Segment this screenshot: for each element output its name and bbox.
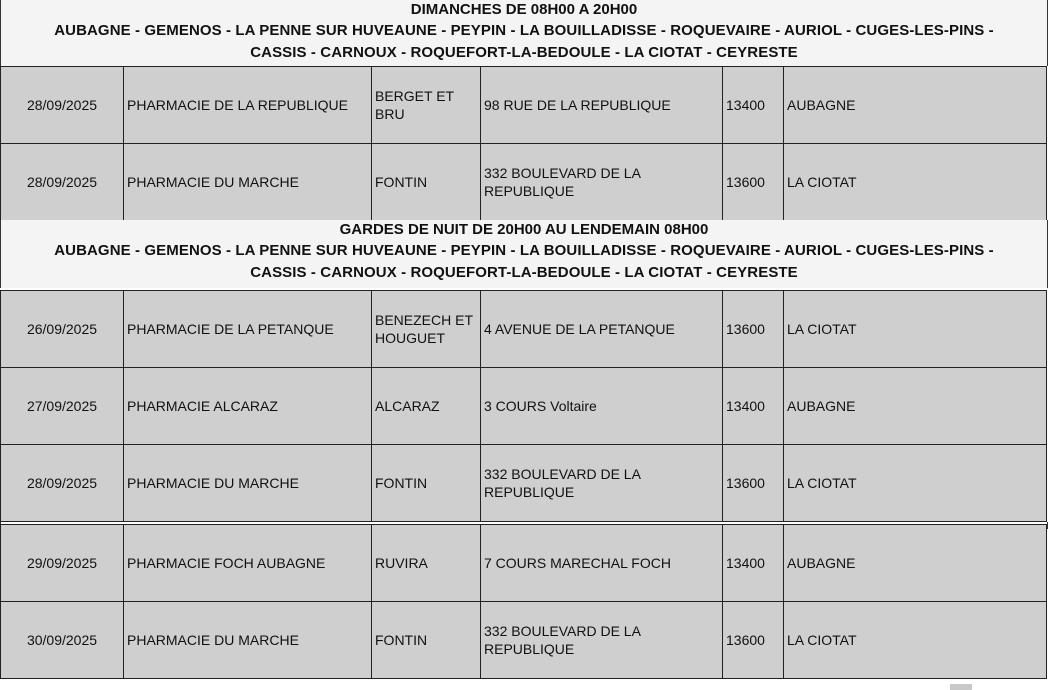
scan-artifact	[950, 684, 972, 690]
address-cell: 332 BOULEVARD DE LA REPUBLIQUE	[481, 144, 723, 221]
table-row	[1, 144, 1047, 221]
section-title: DIMANCHES DE 08H00 A 20H00	[410, 1, 638, 18]
address-cell: 332 BOULEVARD DE LA REPUBLIQUE	[481, 445, 723, 522]
owner-cell: FONTIN	[372, 144, 481, 221]
table-row	[1, 602, 1047, 679]
pharmacy-cell: PHARMACIE ALCARAZ	[124, 368, 372, 445]
pharmacy-cell: PHARMACIE DU MARCHE	[124, 445, 372, 522]
towns-line-2: CASSIS - CARNOUX - ROQUEFORT-LA-BEDOULE - LA CIOTAT - CEYRESTE	[250, 44, 798, 61]
pharmacy-cell: PHARMACIE DU MARCHE	[124, 602, 372, 679]
date-cell: 30/09/2025	[1, 602, 124, 679]
address-cell: 3 COURS Voltaire	[481, 368, 723, 445]
postcode-cell: 13400	[723, 368, 784, 445]
postcode-cell: 13400	[723, 525, 784, 602]
address-cell: 4 AVENUE DE LA PETANQUE	[481, 291, 723, 368]
city-cell: LA CIOTAT	[784, 445, 1047, 522]
city-cell: AUBAGNE	[784, 525, 1047, 602]
address-cell: 332 BOULEVARD DE LA REPUBLIQUE	[481, 602, 723, 679]
pharmacy-cell: PHARMACIE DE LA REPUBLIQUE	[124, 67, 372, 144]
date-cell: 28/09/2025	[1, 67, 124, 144]
address-cell: 98 RUE DE LA REPUBLIQUE	[481, 67, 723, 144]
towns-line-1: AUBAGNE - GEMENOS - LA PENNE SUR HUVEAUNE - PEYPIN - LA BOUILLADISSE - ROQUEVAIRE - AURIOL - CUGES-LES-PINS -	[54, 242, 994, 259]
sunday-table	[0, 66, 1047, 221]
table-row	[1, 525, 1047, 602]
sunday-section-header	[0, 0, 1048, 66]
pharmacy-cell: PHARMACIE DE LA PETANQUE	[124, 291, 372, 368]
owner-cell: BENEZECH ET HOUGUET	[372, 291, 481, 368]
postcode-cell: 13600	[723, 144, 784, 221]
city-cell: AUBAGNE	[784, 368, 1047, 445]
date-cell: 28/09/2025	[1, 144, 124, 221]
towns-line-1: AUBAGNE - GEMENOS - LA PENNE SUR HUVEAUNE - PEYPIN - LA BOUILLADISSE - ROQUEVAIRE - AURIOL - CUGES-LES-PINS -	[54, 22, 994, 39]
city-cell: LA CIOTAT	[784, 602, 1047, 679]
section-title: GARDES DE NUIT DE 20H00 AU LENDEMAIN 08H00	[339, 221, 709, 238]
postcode-cell: 13400	[723, 67, 784, 144]
owner-cell: BERGET ET BRU	[372, 67, 481, 144]
owner-cell: FONTIN	[372, 445, 481, 522]
postcode-cell: 13600	[723, 602, 784, 679]
night-table-part-1	[0, 290, 1047, 522]
owner-cell: ALCARAZ	[372, 368, 481, 445]
pharmacy-cell: PHARMACIE DU MARCHE	[124, 144, 372, 221]
pharmacy-cell: PHARMACIE FOCH AUBAGNE	[124, 525, 372, 602]
date-cell: 27/09/2025	[1, 368, 124, 445]
date-cell: 26/09/2025	[1, 291, 124, 368]
table-row	[1, 368, 1047, 445]
owner-cell: FONTIN	[372, 602, 481, 679]
city-cell: LA CIOTAT	[784, 291, 1047, 368]
towns-line-2: CASSIS - CARNOUX - ROQUEFORT-LA-BEDOULE - LA CIOTAT - CEYRESTE	[250, 264, 798, 281]
owner-cell: RUVIRA	[372, 525, 481, 602]
address-cell: 7 COURS MARECHAL FOCH	[481, 525, 723, 602]
night-section-header	[0, 220, 1048, 288]
date-cell: 28/09/2025	[1, 445, 124, 522]
postcode-cell: 13600	[723, 445, 784, 522]
table-row	[1, 291, 1047, 368]
city-cell: LA CIOTAT	[784, 144, 1047, 221]
table-row	[1, 445, 1047, 522]
city-cell: AUBAGNE	[784, 67, 1047, 144]
postcode-cell: 13600	[723, 291, 784, 368]
table-row	[1, 67, 1047, 144]
date-cell: 29/09/2025	[1, 525, 124, 602]
night-table-part-2	[0, 524, 1047, 679]
